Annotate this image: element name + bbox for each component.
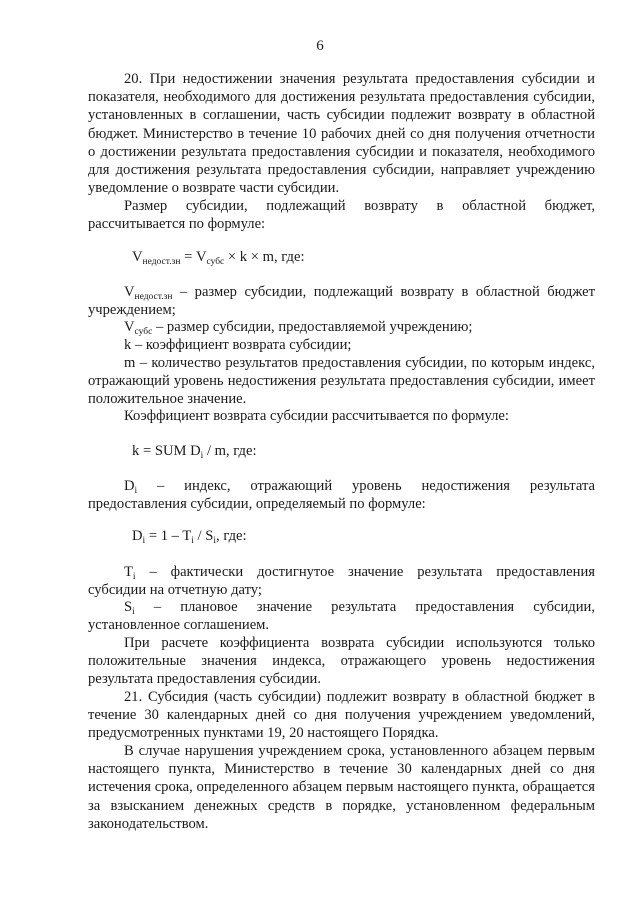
paragraph-coefficient: Коэффициент возврата субсидии рассчитывается по формуле: [124, 408, 509, 424]
formula-sub: i [200, 451, 204, 461]
paragraph-calculation-note: При расчете коэффициента возврата субсидии используются только положительные значения индекса, отражающего уровень недостижения результата предоставления субсидии. [88, 635, 595, 688]
formula-sub: i [191, 536, 194, 546]
paragraph-subsidy-size-line2: рассчитывается по формуле: [88, 216, 266, 232]
definition-m: m – количество результатов предоставления субсидии, по которым индекс, отражающий уровень недостижения результата предоставления субсидии, имеет положительное значение. [88, 355, 595, 408]
formula-sub: субс [206, 257, 225, 267]
def-var: V [124, 319, 135, 335]
formula-sub: недост.зн [142, 257, 181, 267]
formula-index [132, 527, 247, 550]
def-text: – размер субсидии, предоставляемой учреждению; [152, 319, 473, 335]
def-var: V [124, 284, 135, 300]
def-var: D [124, 478, 135, 494]
def-var: S [124, 599, 133, 615]
def-sub: субс [134, 327, 153, 337]
paragraph-20: 20. При недостижении значения результата предоставления субсидии и показателя, необходимого для достижения результата предоставления субсидии, установленных в соглашении, часть субсидии подлежит возврату в областной бюджет. Министерство в течение 10 рабочих дней со дня получения отчетности о достижении результата предоставления субсидии и показателя, необходимого для достижения результата предоставления субсидии, направляет учреждению уведомление о возврате части субсидии. [88, 71, 595, 197]
definition-ti-line2: субсидии на отчетную дату; [88, 582, 262, 598]
page-number: 6 [316, 38, 324, 54]
definition-di-line2: предоставления субсидии, определяемый по формуле: [88, 496, 426, 512]
def-text: – фактически достигнутое значение результата предоставления [135, 564, 595, 580]
formula-eq: = V [180, 249, 207, 265]
formula-part: D [132, 528, 143, 544]
definition-k: k – коэффициент возврата субсидии; [124, 337, 352, 353]
def-sub: недост.зн [134, 292, 173, 302]
formula-coefficient [132, 442, 257, 465]
formula-part: / S [193, 528, 214, 544]
formula-part: , где: [216, 528, 247, 544]
definition-v-nedost-line2: учреждением; [88, 302, 176, 318]
formula-var: V [132, 249, 143, 265]
def-text: – плановое значение результата предоставления субсидии, [134, 599, 595, 615]
paragraph-violation: В случае нарушения учреждением срока, установленного абзацем первым настоящего пункта, Министерство в течение 30 календарных дней со дня истечения срока, определенного абзацем первым настоящего пункта, обращается за взысканием денежных средств в порядке, установленном федеральным законодательством. [88, 743, 595, 832]
formula-part: = 1 – T [145, 528, 192, 544]
def-text: – размер субсидии, подлежащий возврату в областной бюджет [172, 284, 595, 300]
def-sub: i [134, 486, 138, 496]
def-var: T [124, 564, 133, 580]
formula-part: / m, где: [203, 443, 257, 459]
formula-sub: i [142, 536, 146, 546]
formula-sub: i [213, 536, 217, 546]
def-text: – индекс, отражающий уровень недостижения результата [137, 478, 595, 494]
formula-return-amount [132, 248, 305, 271]
formula-part: k = SUM D [132, 443, 201, 459]
definition-si-line2: установленное соглашением. [88, 617, 270, 633]
paragraph-21: 21. Субсидия (часть субсидии) подлежит возврату в областной бюджет в течение 30 календарных дней со дня получения учреждением уведомлений, предусмотренных пунктами 19, 20 настоящего Порядка. [88, 689, 595, 742]
paragraph-subsidy-size-line1: Размер субсидии, подлежащий возврату в областной бюджет, [124, 198, 595, 214]
def-sub: i [132, 572, 136, 582]
def-sub: i [132, 607, 135, 617]
formula-rest: × k × m, где: [224, 249, 305, 265]
